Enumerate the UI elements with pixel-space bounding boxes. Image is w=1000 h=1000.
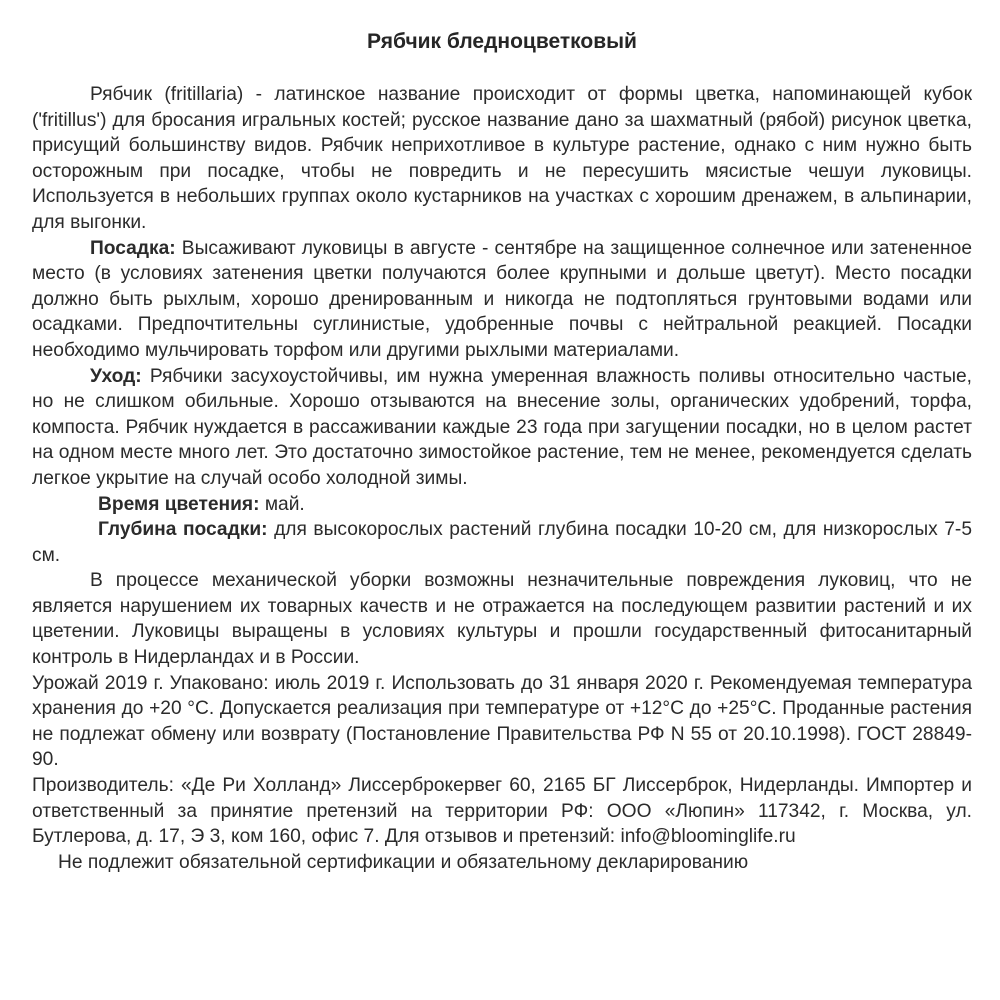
page-title: Рябчик бледноцветковый: [367, 30, 637, 53]
certification-note-paragraph: Не подлежит обязательной сертификации и обязательному декларированию: [58, 851, 749, 873]
storage-note-paragraph: Урожай 2019 г. Упаковано: июль 2019 г. Использовать до 31 января 2020 г. Рекомендуемая температура хранения до +20 °С. Допускается реализация при температуре от +12°С до +25°С. Проданные растения не подлежат обмену или возврату (Постановление Правительства РФ N 55 от 20.10.1998). ГОСТ 28849-90.: [32, 672, 972, 771]
planting-label: Посадка:: [90, 237, 176, 259]
bloom-paragraph: [32, 492, 972, 518]
care-label: Уход:: [90, 365, 142, 387]
intro-paragraph: Рябчик (fritillaria) - латинское название происходит от формы цветка, напоминающей кубок ('fritillus') для бросания игральных костей; русское название дано за шахматный (рябой) рисунок цветка, присущий большинству видов. Рябчик неприхотливое в культуре растение, однако с ним нужно быть осторожным при посадке, чтобы не повредить и не пересушить мясистые чешуи луковицы. Используется в небольших группах около кустарников на участках с хорошим дренажем, в альпинарии, для выгонки.: [32, 84, 972, 233]
depth-text: для высокорослых растений глубина посадки 10-20 см, для низкорослых 7-5 см.: [32, 519, 972, 566]
planting-paragraph: [32, 236, 972, 364]
depth-label: Глубина посадки:: [98, 519, 268, 541]
bloom-text: май.: [259, 493, 305, 515]
depth-paragraph: [32, 517, 972, 568]
care-text: Рябчики засухоустойчивы, им нужна умеренная влажность поливы относительно частые, но не слишком обильные. Хорошо отзываются на внесение золы, органических удобрений, торфа, компоста. Рябчик нуждается в рассаживании каждые 23 года при загущении посадки, но в целом растет на одном месте много лет. Это достаточно зимостойкое растение, тем не менее, рекомендуется сделать легкое укрытие на случай особо холодной зимы.: [32, 365, 972, 489]
planting-text: Высаживают луковицы в августе - сентябре на защищенное солнечное или затененное место (в условиях затенения цветки получаются более крупными и дольше цветут). Место посадки должно быть рыхлым, хорошо дренированным и никогда не подтопляться грунтовыми водами или осадками. Предпочтительны суглинистые, удобренные почвы с нейтральной реакцией. Посадки необходимо мульчировать торфом или другими рыхлыми материалами.: [32, 237, 972, 361]
description-body: [32, 82, 972, 875]
care-paragraph: [32, 364, 972, 492]
bloom-label: Время цветения:: [98, 493, 260, 515]
manufacturer-note-paragraph: Производитель: «Де Ри Холланд» Лиссерброкервег 60, 2165 БГ Лиссерброк, Нидерланды. Импортер и ответственный за принятие претензий на территории РФ: ООО «Люпин» 117342, г. Москва, ул. Бутлерова, д. 17, Э 3, ком 160, офис 7. Для отзывов и претензий: info@bloominglife.ru: [32, 775, 972, 848]
harvest-note-paragraph: В процессе механической уборки возможны незначительные повреждения луковиц, что не является нарушением их товарных качеств и не отражается на последующем развитии растений и их цветении. Луковицы выращены в условиях культуры и прошли государственный фитосанитарный контроль в Нидерландах и в России.: [32, 570, 972, 669]
